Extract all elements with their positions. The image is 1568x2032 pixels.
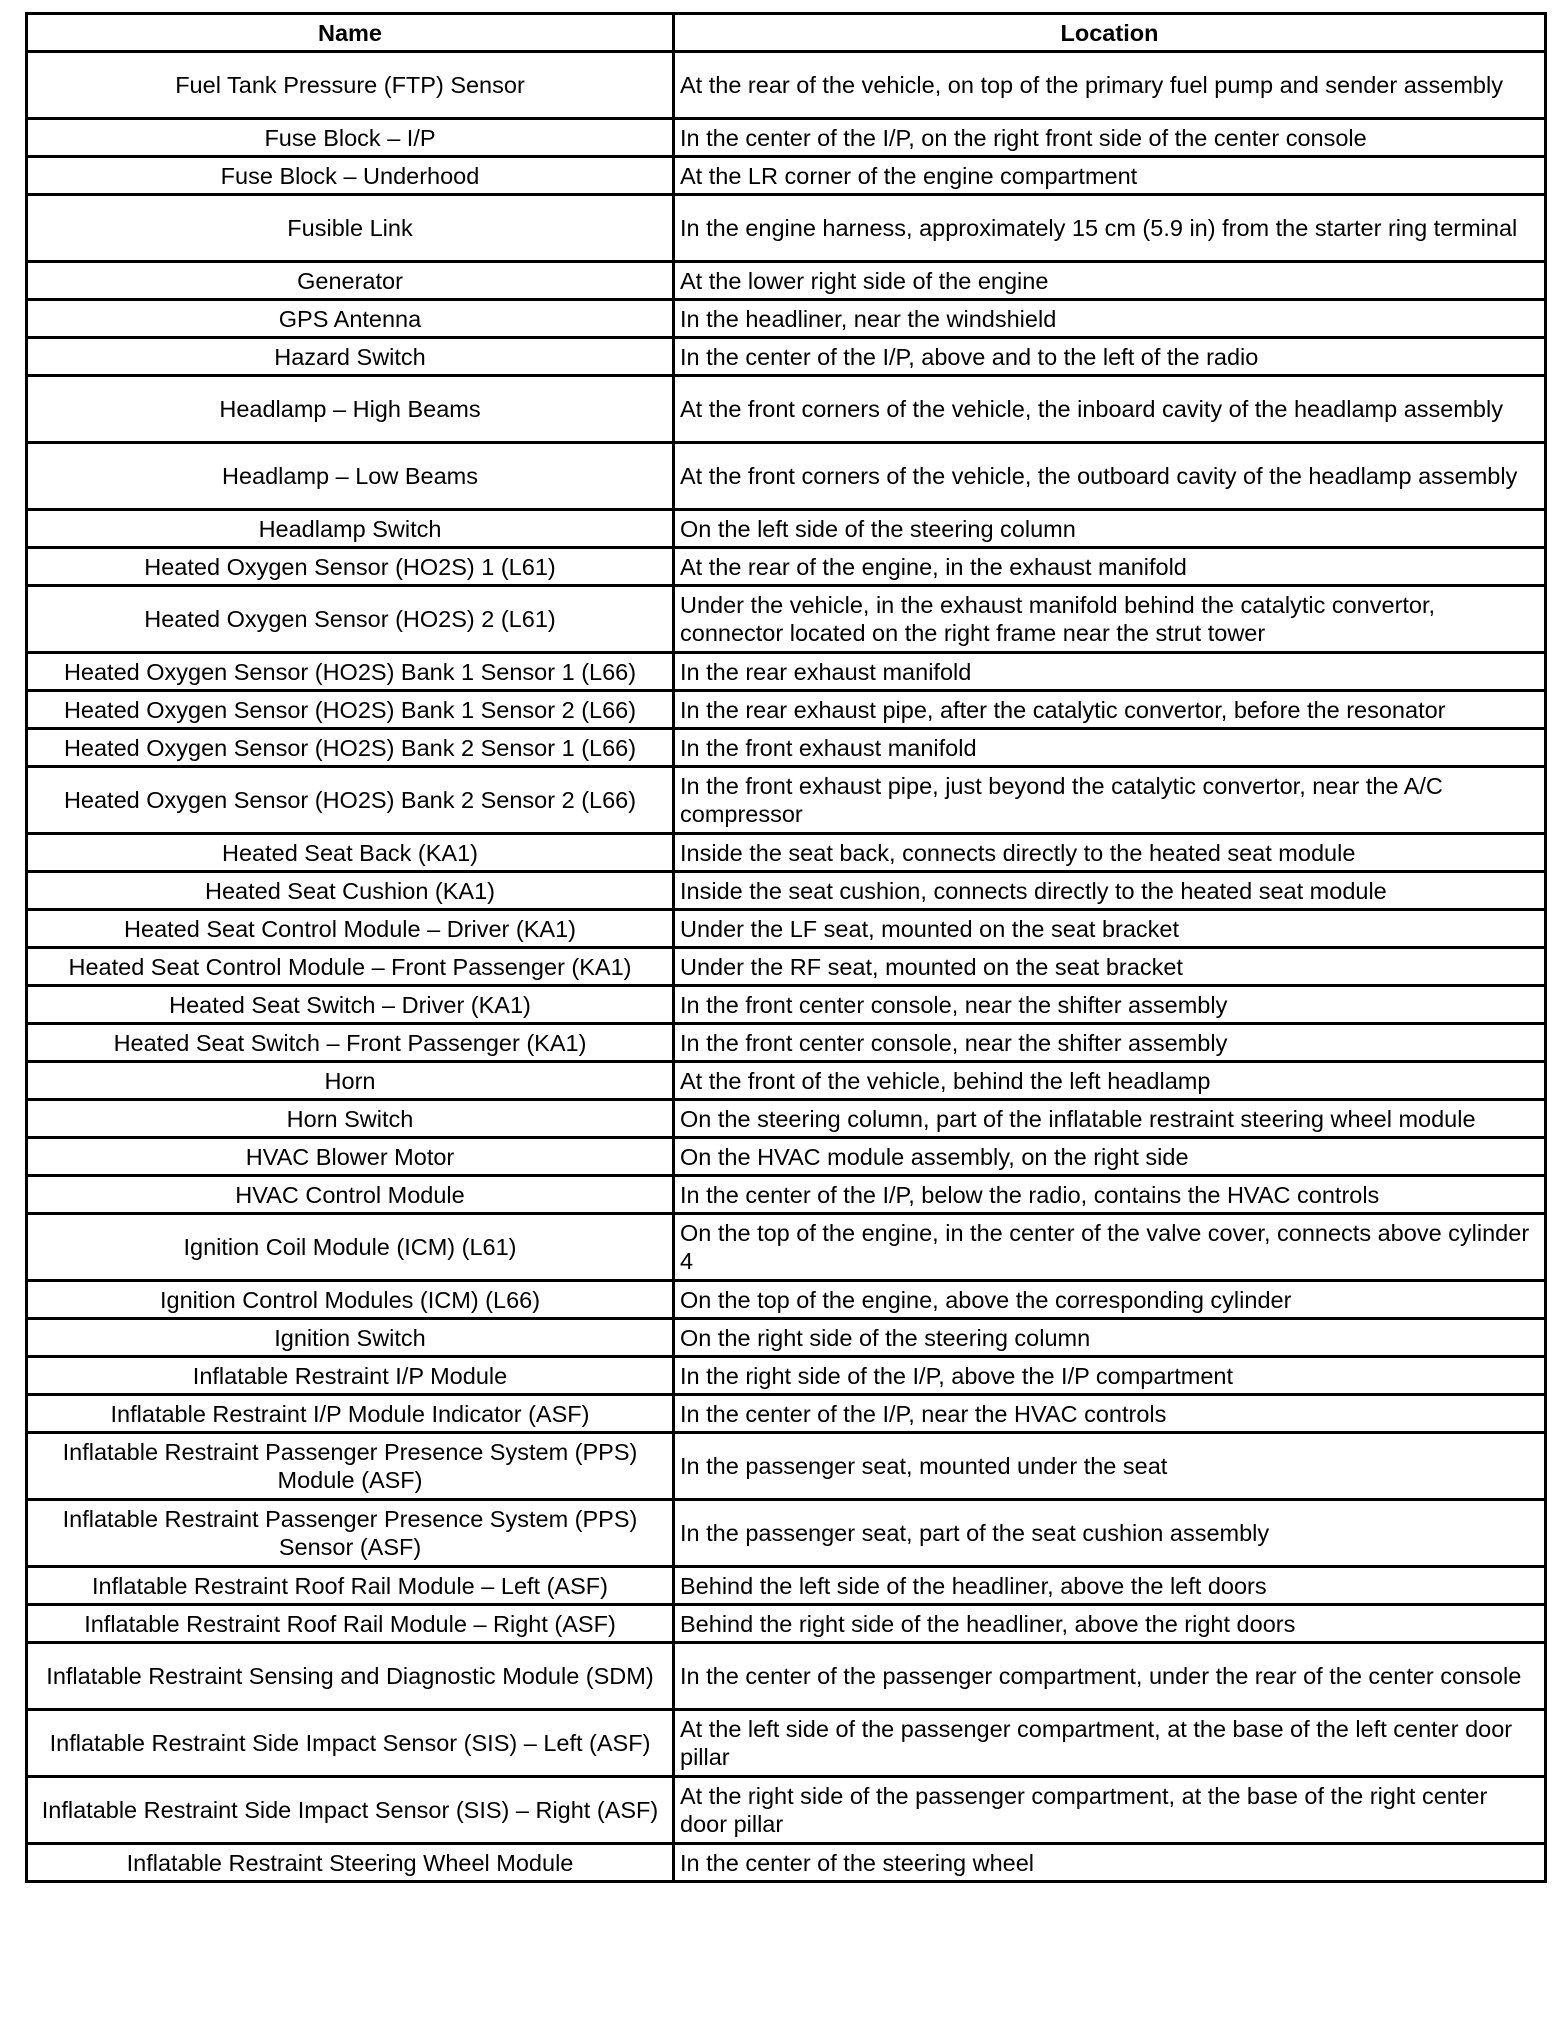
table-row [27, 1319, 1546, 1357]
component-name: Heated Seat Back (KA1) [27, 834, 674, 872]
table-row [27, 1357, 1546, 1395]
table-row [27, 1500, 1546, 1567]
component-name: Fuse Block – I/P [27, 119, 674, 157]
component-location: In the passenger seat, part of the seat cushion assembly [674, 1500, 1546, 1567]
component-name: Inflatable Restraint Steering Wheel Module [27, 1844, 674, 1882]
component-name: Inflatable Restraint Passenger Presence System (PPS) Module (ASF) [27, 1433, 674, 1500]
component-name: Fusible Link [27, 195, 674, 262]
table-row [27, 586, 1546, 653]
table-row [27, 338, 1546, 376]
component-location: In the front center console, near the shifter assembly [674, 1024, 1546, 1062]
component-location: Under the vehicle, in the exhaust manifold behind the catalytic convertor, connector located on the right frame near the strut tower [674, 586, 1546, 653]
table-row [27, 443, 1546, 510]
table-row [27, 1433, 1546, 1500]
component-location: In the center of the I/P, near the HVAC controls [674, 1395, 1546, 1433]
component-name: Hazard Switch [27, 338, 674, 376]
component-location: In the front exhaust manifold [674, 729, 1546, 767]
table-row [27, 1176, 1546, 1214]
table-row [27, 1214, 1546, 1281]
table-row [27, 1777, 1546, 1844]
table-row [27, 948, 1546, 986]
component-name: Heated Oxygen Sensor (HO2S) Bank 2 Sensor 2 (L66) [27, 767, 674, 834]
component-location: On the top of the engine, in the center of the valve cover, connects above cylinder 4 [674, 1214, 1546, 1281]
table-row [27, 1567, 1546, 1605]
component-name: Fuel Tank Pressure (FTP) Sensor [27, 52, 674, 119]
component-name: Ignition Control Modules (ICM) (L66) [27, 1281, 674, 1319]
component-name: Heated Oxygen Sensor (HO2S) 2 (L61) [27, 586, 674, 653]
component-location: At the front corners of the vehicle, the inboard cavity of the headlamp assembly [674, 376, 1546, 443]
component-location: In the front center console, near the shifter assembly [674, 986, 1546, 1024]
component-location: At the rear of the engine, in the exhaust manifold [674, 548, 1546, 586]
table-row [27, 1024, 1546, 1062]
component-name: Inflatable Restraint Passenger Presence System (PPS) Sensor (ASF) [27, 1500, 674, 1567]
component-name: Heated Seat Control Module – Front Passenger (KA1) [27, 948, 674, 986]
component-name: Inflatable Restraint I/P Module [27, 1357, 674, 1395]
component-name: GPS Antenna [27, 300, 674, 338]
component-name: Ignition Coil Module (ICM) (L61) [27, 1214, 674, 1281]
name-column-header: Name [27, 14, 674, 52]
component-location: In the center of the I/P, above and to the left of the radio [674, 338, 1546, 376]
component-location: Under the RF seat, mounted on the seat bracket [674, 948, 1546, 986]
table-row [27, 1605, 1546, 1643]
table-row [27, 1395, 1546, 1433]
component-location: At the right side of the passenger compartment, at the base of the right center door pillar [674, 1777, 1546, 1844]
component-name: Headlamp – High Beams [27, 376, 674, 443]
component-location: In the front exhaust pipe, just beyond the catalytic convertor, near the A/C compressor [674, 767, 1546, 834]
component-location: Inside the seat back, connects directly to the heated seat module [674, 834, 1546, 872]
component-location: At the rear of the vehicle, on top of the primary fuel pump and sender assembly [674, 52, 1546, 119]
table-row [27, 1138, 1546, 1176]
component-location: At the LR corner of the engine compartment [674, 157, 1546, 195]
component-name: Heated Seat Switch – Front Passenger (KA1) [27, 1024, 674, 1062]
table-row [27, 262, 1546, 300]
component-location: Behind the right side of the headliner, above the right doors [674, 1605, 1546, 1643]
table-row [27, 376, 1546, 443]
component-location: In the center of the passenger compartment, under the rear of the center console [674, 1643, 1546, 1710]
table-row [27, 52, 1546, 119]
component-location: In the rear exhaust pipe, after the catalytic convertor, before the resonator [674, 691, 1546, 729]
component-name: Inflatable Restraint I/P Module Indicator (ASF) [27, 1395, 674, 1433]
table-row [27, 729, 1546, 767]
component-name: Heated Seat Cushion (KA1) [27, 872, 674, 910]
component-location: In the headliner, near the windshield [674, 300, 1546, 338]
component-location: In the rear exhaust manifold [674, 653, 1546, 691]
component-location: Behind the left side of the headliner, above the left doors [674, 1567, 1546, 1605]
component-name: Headlamp – Low Beams [27, 443, 674, 510]
component-location: On the top of the engine, above the corresponding cylinder [674, 1281, 1546, 1319]
table-row [27, 510, 1546, 548]
component-location: On the HVAC module assembly, on the right side [674, 1138, 1546, 1176]
table-row [27, 910, 1546, 948]
component-name: Horn Switch [27, 1100, 674, 1138]
component-location: On the left side of the steering column [674, 510, 1546, 548]
component-name: Heated Seat Switch – Driver (KA1) [27, 986, 674, 1024]
component-name: Heated Oxygen Sensor (HO2S) 1 (L61) [27, 548, 674, 586]
component-location: At the front corners of the vehicle, the outboard cavity of the headlamp assembly [674, 443, 1546, 510]
table-row [27, 691, 1546, 729]
header-row [27, 14, 1546, 52]
table-row [27, 548, 1546, 586]
table-row [27, 1062, 1546, 1100]
table-row [27, 157, 1546, 195]
component-location: At the lower right side of the engine [674, 262, 1546, 300]
component-name: Inflatable Restraint Side Impact Sensor (SIS) – Right (ASF) [27, 1777, 674, 1844]
table-row [27, 1100, 1546, 1138]
table-row [27, 300, 1546, 338]
component-location: In the right side of the I/P, above the I/P compartment [674, 1357, 1546, 1395]
component-name: Inflatable Restraint Side Impact Sensor (SIS) – Left (ASF) [27, 1710, 674, 1777]
component-name: HVAC Control Module [27, 1176, 674, 1214]
table-row [27, 767, 1546, 834]
component-location: At the left side of the passenger compartment, at the base of the left center door pillar [674, 1710, 1546, 1777]
component-name: Inflatable Restraint Sensing and Diagnostic Module (SDM) [27, 1643, 674, 1710]
component-location: In the passenger seat, mounted under the seat [674, 1433, 1546, 1500]
component-name: Headlamp Switch [27, 510, 674, 548]
component-name: Heated Oxygen Sensor (HO2S) Bank 2 Sensor 1 (L66) [27, 729, 674, 767]
component-name: Heated Oxygen Sensor (HO2S) Bank 1 Sensor 2 (L66) [27, 691, 674, 729]
component-location: In the center of the steering wheel [674, 1844, 1546, 1882]
table-row [27, 1844, 1546, 1882]
component-name: Ignition Switch [27, 1319, 674, 1357]
component-name: Inflatable Restraint Roof Rail Module – Left (ASF) [27, 1567, 674, 1605]
component-location: On the right side of the steering column [674, 1319, 1546, 1357]
component-location: Under the LF seat, mounted on the seat bracket [674, 910, 1546, 948]
table-row [27, 119, 1546, 157]
table-row [27, 1281, 1546, 1319]
component-location: In the center of the I/P, below the radio, contains the HVAC controls [674, 1176, 1546, 1214]
component-location: In the center of the I/P, on the right front side of the center console [674, 119, 1546, 157]
component-name: Inflatable Restraint Roof Rail Module – Right (ASF) [27, 1605, 674, 1643]
table-row [27, 653, 1546, 691]
component-name: Fuse Block – Underhood [27, 157, 674, 195]
component-name: Generator [27, 262, 674, 300]
component-location: At the front of the vehicle, behind the left headlamp [674, 1062, 1546, 1100]
table-row [27, 195, 1546, 262]
table-row [27, 986, 1546, 1024]
component-location-table [25, 12, 1547, 1883]
component-name: HVAC Blower Motor [27, 1138, 674, 1176]
table-row [27, 834, 1546, 872]
component-location: On the steering column, part of the inflatable restraint steering wheel module [674, 1100, 1546, 1138]
location-column-header: Location [674, 14, 1546, 52]
component-name: Heated Seat Control Module – Driver (KA1) [27, 910, 674, 948]
component-name: Horn [27, 1062, 674, 1100]
table-row [27, 1710, 1546, 1777]
component-name: Heated Oxygen Sensor (HO2S) Bank 1 Sensor 1 (L66) [27, 653, 674, 691]
table-row [27, 872, 1546, 910]
table-row [27, 1643, 1546, 1710]
component-location: Inside the seat cushion, connects directly to the heated seat module [674, 872, 1546, 910]
component-location: In the engine harness, approximately 15 cm (5.9 in) from the starter ring terminal [674, 195, 1546, 262]
